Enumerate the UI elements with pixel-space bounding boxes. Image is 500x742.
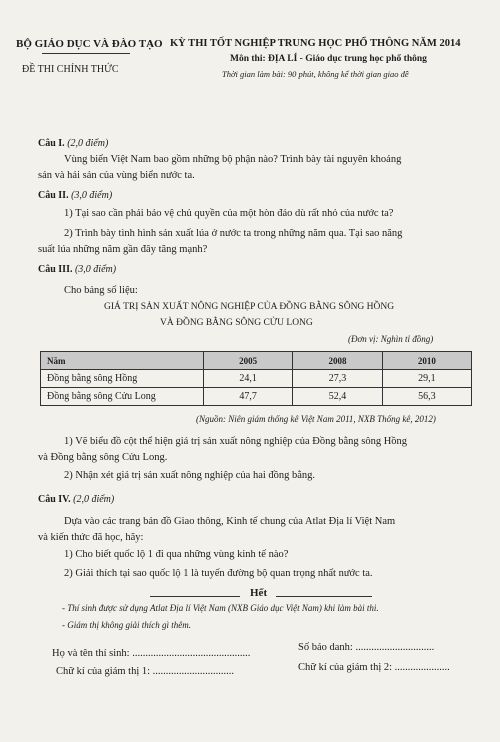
end-label: Hết [250, 587, 268, 599]
end-line-left [150, 596, 240, 597]
table-cell: 47,7 [204, 388, 293, 406]
q4-points: (2,0 điểm) [73, 494, 115, 505]
exam-time: Thời gian làm bài: 90 phút, không kể thời gian giao đề [222, 69, 409, 79]
table-header-cell: 2008 [293, 352, 382, 370]
q3-task1-line2: và Đồng bằng sông Cửu Long. [38, 452, 168, 463]
table-cell: 52,4 [293, 388, 382, 406]
ministry-name: BỘ GIÁO DỤC VÀ ĐÀO TẠO [16, 38, 163, 50]
q2-line3: suất lúa những năm gần đây tăng mạnh? [38, 244, 208, 255]
q1-title: Câu I. [38, 138, 65, 149]
q4-line2: và kiến thức đã học, hãy: [38, 532, 144, 543]
table-cell: 24,1 [204, 370, 293, 388]
table-row [41, 370, 472, 388]
q3-task1-line1: 1) Vẽ biểu đồ cột thể hiện giá trị sản xuất nông nghiệp của Đồng bằng sông Hồng [64, 436, 408, 447]
q4-heading [38, 494, 114, 505]
q3-title: Câu III. [38, 264, 73, 275]
q1-points: (2,0 điểm) [67, 138, 109, 149]
table-cell: 56,3 [382, 388, 471, 406]
table-row [41, 388, 472, 406]
note-proctor: - Giám thị không giải thích gì thêm. [62, 620, 191, 630]
q3-task2: 2) Nhận xét giá trị sản xuất nông nghiệp của hai đồng bằng. [64, 470, 316, 481]
q2-points: (3,0 điểm) [71, 190, 113, 201]
table-header-cell: 2010 [382, 352, 471, 370]
q3-heading [38, 264, 116, 275]
q2-title: Câu II. [38, 190, 69, 201]
q4-line4: 2) Giải thích tại sao quốc lộ 1 là tuyến đường bộ quan trọng nhất nước ta. [64, 568, 373, 579]
table-title-line1: GIÁ TRỊ SẢN XUẤT NÔNG NGHIỆP CỦA ĐỒNG BẰNG SÔNG HỒNG [104, 302, 395, 312]
table-cell: 29,1 [382, 370, 471, 388]
end-line-right [276, 596, 372, 597]
q4-line3: 1) Cho biết quốc lộ 1 đi qua những vùng kinh tế nào? [64, 549, 289, 560]
q4-line1: Dựa vào các trang bản đồ Giao thông, Kinh tế chung của Atlat Địa lí Việt Nam [64, 516, 396, 527]
exam-title: KỲ THI TỐT NGHIỆP TRUNG HỌC PHỔ THÔNG NĂM 2014 [170, 38, 461, 49]
table-header-row [41, 352, 472, 370]
table-header-cell: Năm [41, 352, 204, 370]
candidate-number-field: Số báo danh: .............................. [298, 642, 435, 653]
q1-heading [38, 138, 108, 149]
table-source: (Nguồn: Niên giám thống kê Việt Nam 2011, NXB Thống kê, 2012) [196, 414, 436, 424]
ministry-underline [42, 53, 130, 54]
table-cell: 27,3 [293, 370, 382, 388]
table-cell: Đồng bằng sông Cửu Long [41, 388, 204, 406]
data-table [40, 351, 472, 406]
official-label: ĐỀ THI CHÍNH THỨC [22, 64, 119, 75]
note-atlat: - Thí sinh được sử dụng Atlat Địa lí Việt Nam (NXB Giáo dục Việt Nam) khi làm bài thi. [62, 603, 379, 613]
q1-line2: sản và hải sản của vùng biển nước ta. [38, 170, 195, 181]
table-unit: (Đơn vị: Nghìn tỉ đồng) [348, 334, 434, 344]
proctor2-signature-field: Chữ kí của giám thị 2: ..................... [298, 662, 450, 673]
exam-subject: Môn thi: ĐỊA LÍ - Giáo dục trung học phổ thông [230, 54, 427, 64]
q1-line1: Vùng biển Việt Nam bao gồm những bộ phận nào? Trình bày tài nguyên khoáng [64, 154, 402, 165]
q2-heading [38, 190, 112, 201]
table-header-cell: 2005 [204, 352, 293, 370]
table-cell: Đồng bằng sông Hồng [41, 370, 204, 388]
q2-line2: 2) Trình bày tình hình sản xuất lúa ở nước ta trong những năm qua. Tại sao năng [64, 228, 403, 239]
candidate-name-field: Họ và tên thí sinh: ............................................. [52, 648, 251, 659]
proctor1-signature-field: Chữ kí của giám thị 1: ............................... [56, 666, 235, 677]
q2-line1: 1) Tại sao cần phải bảo vệ chủ quyền của một hòn đảo dù rất nhỏ của nước ta? [64, 208, 394, 219]
q4-title: Câu IV. [38, 494, 71, 505]
q3-points: (3,0 điểm) [74, 264, 117, 275]
table-title-line2: VÀ ĐỒNG BẰNG SÔNG CỬU LONG [160, 318, 313, 328]
q3-intro: Cho bảng số liệu: [64, 285, 138, 296]
